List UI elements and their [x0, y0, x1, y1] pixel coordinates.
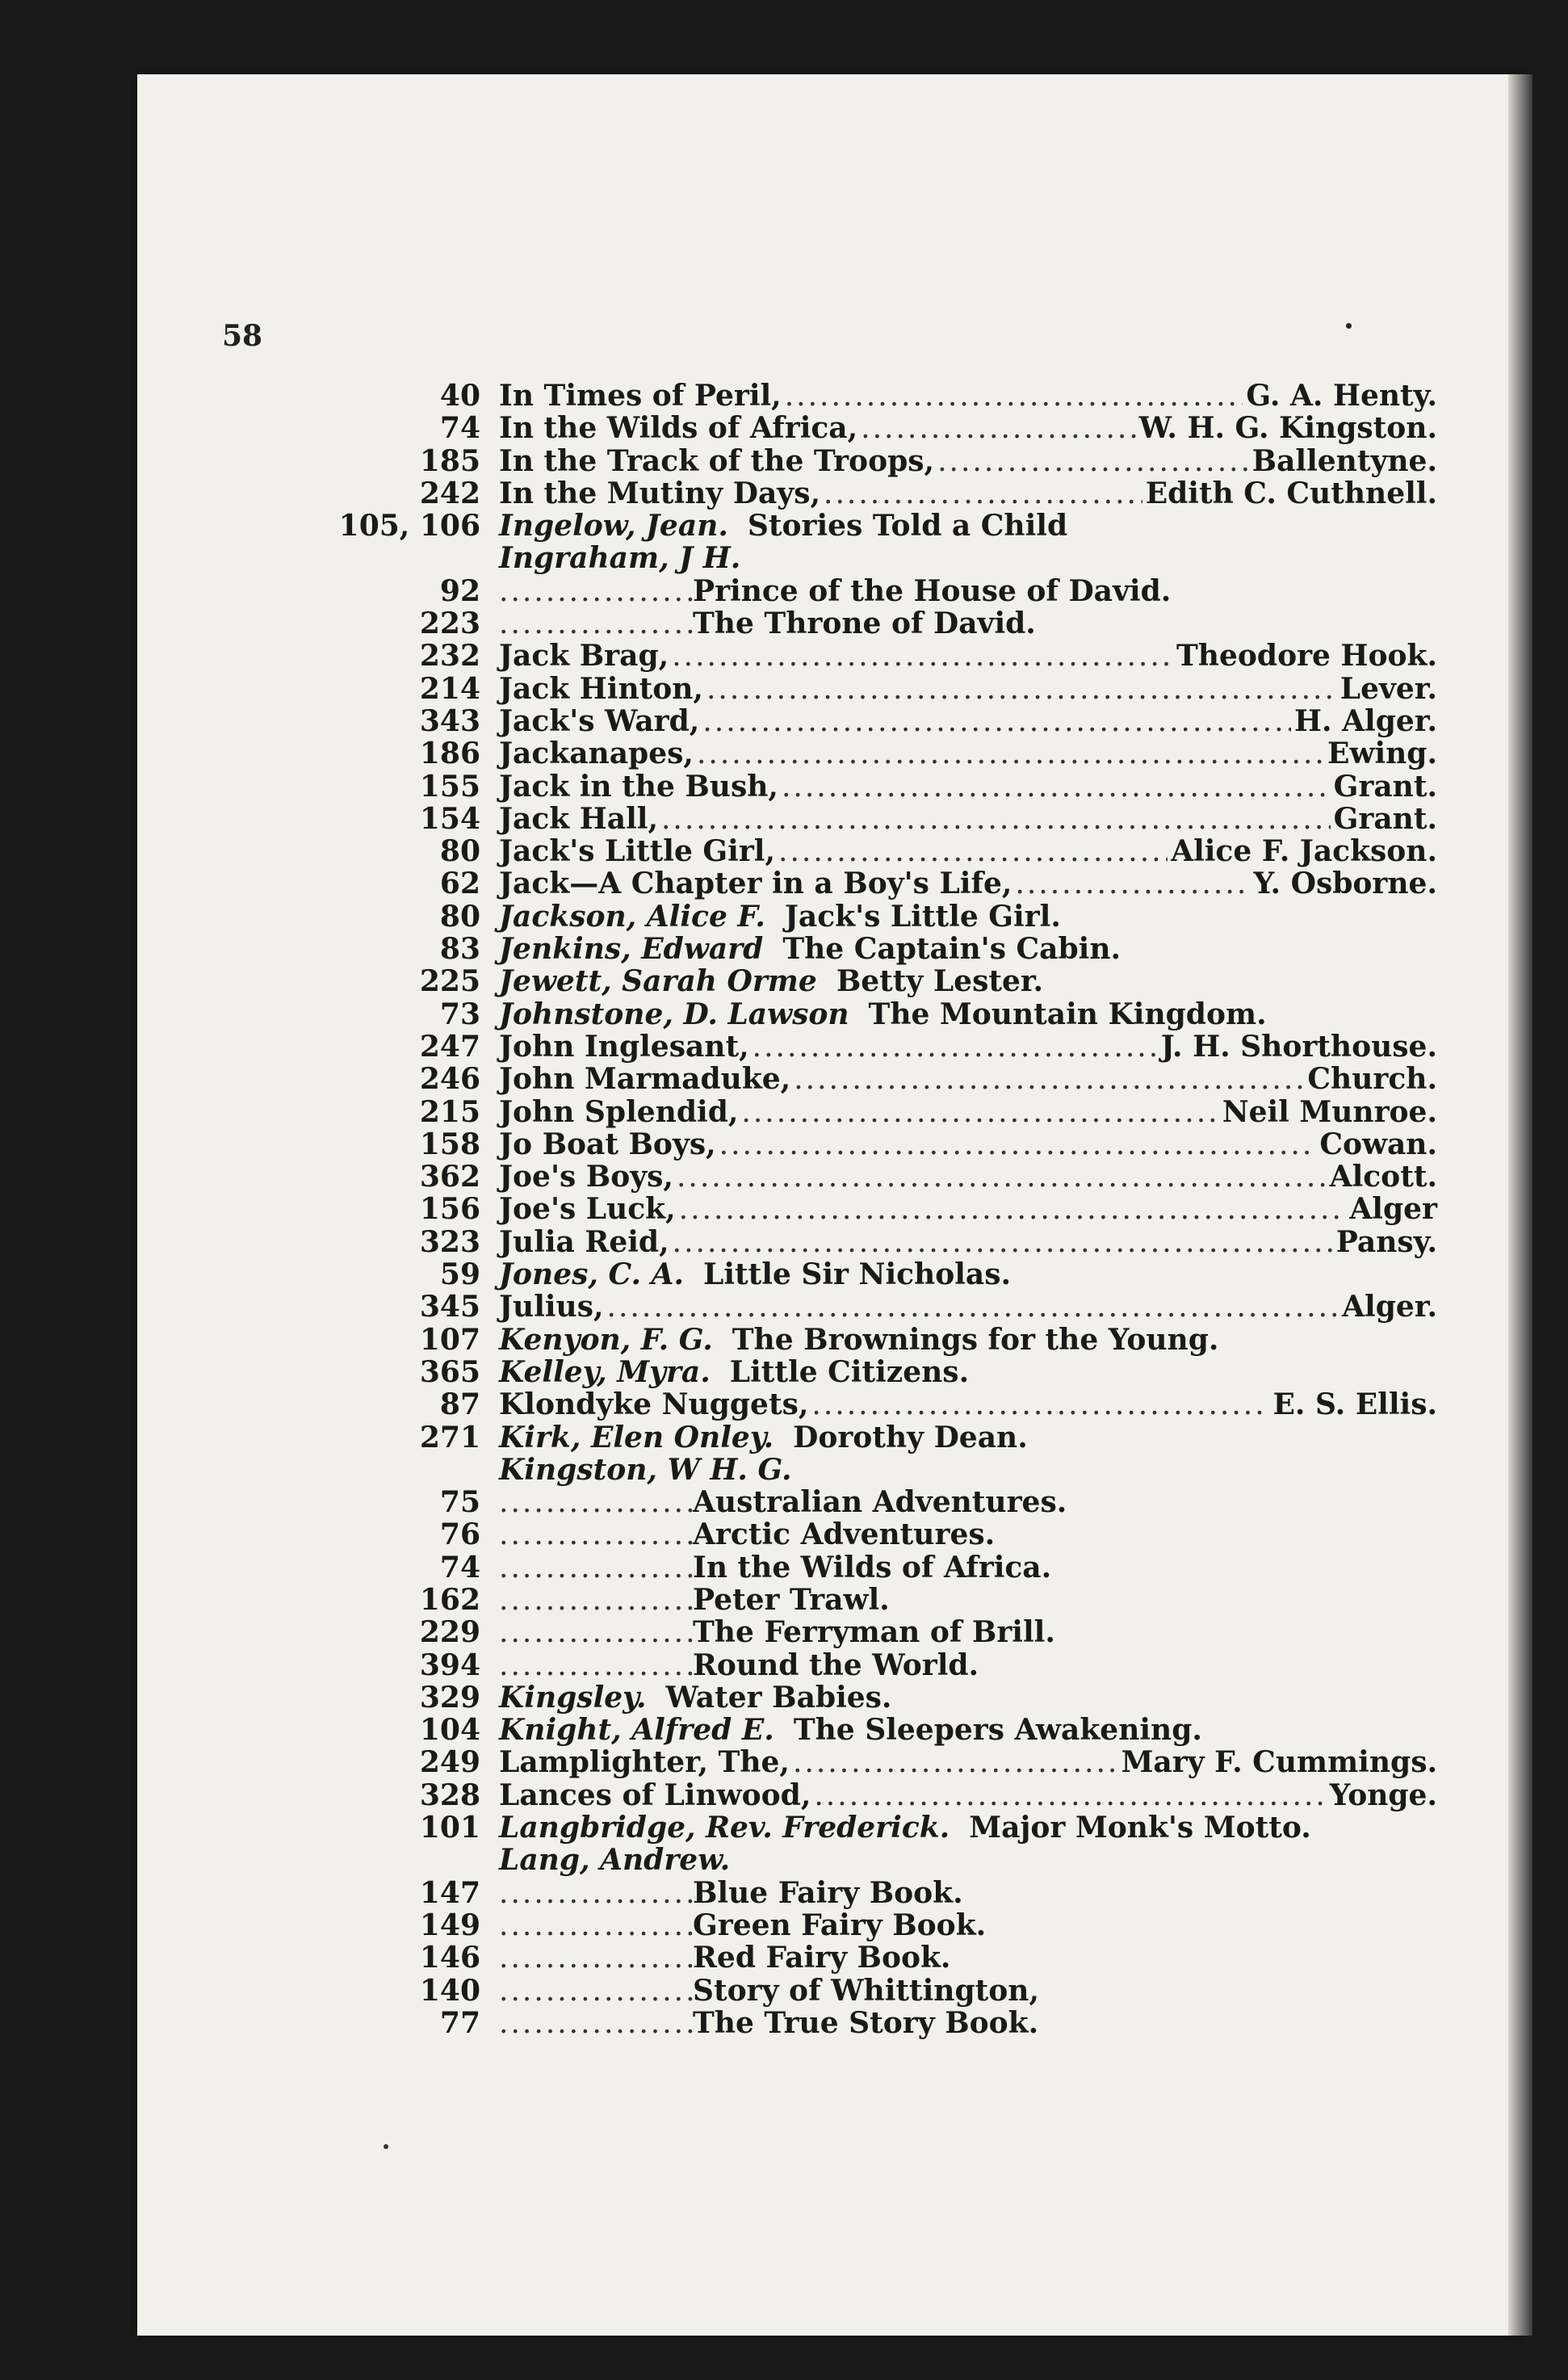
book-author: Theodore Hook.: [1176, 639, 1437, 674]
catalog-entry: [0, 1584, 1568, 1616]
dot-leader: [677, 1161, 1327, 1194]
author-name: Ingelow, Jean.: [499, 509, 728, 544]
author-name: Jones, C. A.: [499, 1257, 685, 1292]
catalog-entry: [0, 1226, 1568, 1258]
book-title: Stories Told a Child: [747, 509, 1068, 544]
dot-leader: [719, 1129, 1317, 1161]
book-title: Julius,: [499, 1290, 604, 1324]
indented-title-line: [499, 2007, 1038, 2040]
catalog-entry: [0, 1388, 1568, 1421]
catalog-entry: [0, 1356, 1568, 1388]
book-title: The Sleepers Awakening.: [793, 1713, 1202, 1748]
catalog-entry: [0, 835, 1568, 867]
catalog-entry: [0, 1486, 1568, 1518]
author-heading-line: [499, 1844, 730, 1876]
catalog-entry: [0, 1551, 1568, 1584]
entry-number: 225: [419, 964, 480, 999]
book-title: In the Track of the Troops,: [499, 443, 935, 478]
title-author-line: [499, 640, 1437, 673]
book-author: H. Alger.: [1294, 703, 1437, 738]
entry-number: 76: [439, 1517, 480, 1552]
catalog-entry: [0, 445, 1568, 477]
catalog-entry: [0, 477, 1568, 510]
dot-leader: [499, 1878, 693, 1910]
dot-leader: [499, 1519, 693, 1551]
catalog-entry: [0, 1649, 1568, 1681]
book-title: Red Fairy Book.: [693, 1941, 951, 1975]
entry-number: 75: [439, 1485, 480, 1520]
catalog-entry: [0, 1128, 1568, 1161]
entry-number: 158: [419, 1127, 480, 1161]
title-author-line: [499, 737, 1437, 770]
indented-title-line: [499, 1941, 950, 1975]
catalog-entry: [0, 1714, 1568, 1746]
entry-number: 146: [419, 1941, 480, 1975]
indented-title-line: [499, 1584, 890, 1617]
indented-title-line: [499, 575, 1171, 608]
book-title: In the Wilds of Africa.: [693, 1550, 1052, 1585]
dot-leader: [706, 674, 1337, 706]
dot-leader: [824, 478, 1142, 510]
dot-leader: [661, 804, 1331, 836]
catalog-entry: [0, 1063, 1568, 1095]
indented-title-line: [499, 1909, 986, 1942]
author-name: Kirk, Elen Onley.: [499, 1420, 774, 1454]
indented-title-line: [499, 607, 1036, 640]
title-author-line: [499, 1063, 1437, 1096]
book-title: Little Citizens.: [729, 1354, 970, 1389]
title-author-line: [499, 867, 1437, 900]
catalog-entry: [0, 1454, 1568, 1486]
indented-title-line: [499, 1649, 979, 1682]
dot-leader: [499, 1942, 693, 1975]
catalog-entry: [0, 380, 1568, 412]
book-title: Story of Whittington,: [693, 1973, 1039, 2008]
entry-number: 74: [439, 1550, 480, 1585]
author-name: Jenkins, Edward: [499, 932, 764, 967]
entry-number: 343: [419, 703, 480, 738]
dot-leader: [499, 608, 693, 640]
catalog-entry: [0, 2007, 1568, 2039]
entry-number: 246: [419, 1062, 480, 1097]
author-name: Jewett, Sarah Orme: [499, 964, 817, 999]
dot-leader: [811, 1389, 1269, 1421]
dot-leader: [1015, 868, 1250, 900]
catalog-entry: [0, 1161, 1568, 1193]
book-title: Jack—A Chapter in a Boy's Life,: [499, 867, 1012, 901]
entry-number: 74: [439, 411, 480, 446]
title-author-line: [499, 1161, 1437, 1194]
catalog-entry: [0, 1877, 1568, 1909]
book-author: J. H. Shorthouse.: [1160, 1029, 1437, 1064]
book-title: Jack Hall,: [499, 801, 658, 836]
catalog-entry: [0, 705, 1568, 737]
entry-number: 232: [419, 639, 480, 674]
book-title: Jack in the Bush,: [499, 769, 778, 804]
entry-number: 271: [419, 1420, 480, 1454]
book-author: W. H. G. Kingston.: [1138, 411, 1437, 446]
dot-leader: [499, 2008, 693, 2040]
catalog-entry: [0, 900, 1568, 933]
ink-dot: [1346, 323, 1352, 329]
dot-leader: [814, 1780, 1326, 1812]
book-author: Cowan.: [1319, 1127, 1437, 1161]
entry-number: 147: [419, 1875, 480, 1910]
author-heading-line: [499, 542, 740, 574]
author-name: Knight, Alfred E.: [499, 1713, 774, 1748]
title-author-line: [499, 445, 1437, 478]
entry-number: 101: [419, 1811, 480, 1845]
dot-leader: [673, 1227, 1333, 1259]
catalog-entry: [0, 1421, 1568, 1454]
entry-number: 247: [419, 1029, 480, 1064]
book-title: John Splendid,: [499, 1094, 739, 1129]
author-heading-line: [499, 1681, 891, 1714]
book-title: Round the World.: [693, 1648, 979, 1682]
title-author-line: [499, 1096, 1437, 1129]
entry-number: 73: [439, 997, 480, 1031]
entry-number: 105, 106: [338, 509, 480, 544]
title-author-line: [499, 1226, 1437, 1259]
book-title: Julia Reid,: [499, 1224, 669, 1259]
entry-number: 140: [419, 1973, 480, 2008]
book-author: Lever.: [1340, 671, 1437, 706]
book-title: Blue Fairy Book.: [693, 1875, 963, 1910]
author-name: Johnstone, D. Lawson: [499, 997, 849, 1031]
book-title: The Brownings for the Young.: [732, 1322, 1219, 1357]
author-name: Lang, Andrew.: [499, 1843, 731, 1878]
book-author: Alger: [1349, 1192, 1437, 1227]
dot-leader: [861, 413, 1135, 445]
catalog-entry: [0, 1518, 1568, 1551]
dot-leader: [697, 738, 1324, 770]
catalog-entry: [0, 1616, 1568, 1648]
entry-number: 328: [419, 1778, 480, 1812]
catalog-entry: [0, 1909, 1568, 1941]
dot-leader: [499, 1975, 693, 2008]
title-author-line: [499, 412, 1437, 445]
catalog-entry: [0, 607, 1568, 640]
dot-leader: [785, 380, 1243, 413]
book-title: Jackanapes,: [499, 737, 694, 771]
author-name: Kingston, W H. G.: [499, 1452, 792, 1487]
dot-leader: [937, 446, 1249, 478]
book-title: Water Babies.: [665, 1680, 892, 1715]
title-author-line: [499, 1128, 1437, 1161]
author-name: Jackson, Alice F.: [499, 899, 765, 934]
book-title: Jack's Little Girl.: [784, 899, 1061, 934]
entry-number: 365: [419, 1354, 480, 1389]
book-title: Green Fairy Book.: [693, 1908, 987, 1942]
title-author-line: [499, 477, 1437, 510]
author-heading-line: [499, 1454, 792, 1486]
author-heading-line: [499, 1324, 1218, 1356]
entry-number: 59: [439, 1257, 480, 1292]
author-heading-line: [499, 1714, 1202, 1746]
author-heading-line: [499, 933, 1121, 965]
catalog-entry: [0, 1975, 1568, 2007]
entry-number: 149: [419, 1908, 480, 1942]
book-title: Arctic Adventures.: [693, 1517, 996, 1552]
title-author-line: [499, 770, 1437, 804]
catalog-entry: [0, 412, 1568, 444]
book-author: Alger.: [1342, 1290, 1437, 1324]
book-title: Dorothy Dean.: [793, 1420, 1028, 1454]
entry-number: 214: [419, 671, 480, 706]
dot-leader: [778, 836, 1168, 868]
book-title: John Inglesant,: [499, 1029, 749, 1064]
entry-number: 154: [419, 801, 480, 836]
entry-number: 215: [419, 1094, 480, 1129]
book-title: Joe's Boys,: [499, 1160, 673, 1194]
catalog-entry: [0, 1291, 1568, 1323]
book-title: The Mountain Kingdom.: [868, 997, 1267, 1031]
book-author: Neil Munroe.: [1222, 1094, 1437, 1129]
catalog-entry: [0, 673, 1568, 705]
dot-leader: [741, 1097, 1218, 1129]
catalog-entry: [0, 867, 1568, 900]
catalog-entry: [0, 1779, 1568, 1811]
author-heading-line: [499, 1811, 1311, 1844]
entry-number: 186: [419, 737, 480, 771]
entry-number: 107: [419, 1322, 480, 1357]
author-heading-line: [499, 965, 1043, 997]
book-author: Alcott.: [1329, 1160, 1437, 1194]
book-title: Little Sir Nicholas.: [703, 1257, 1012, 1292]
catalog-entry: [0, 998, 1568, 1030]
entry-number: 104: [419, 1713, 480, 1748]
entry-number: 87: [439, 1387, 480, 1422]
book-title: Australian Adventures.: [693, 1485, 1067, 1520]
entry-number: 329: [419, 1680, 480, 1715]
dot-leader: [499, 1585, 693, 1617]
author-heading-line: [499, 1258, 1011, 1291]
book-title: Jack Brag,: [499, 639, 669, 674]
dot-leader: [499, 1487, 693, 1519]
dot-leader: [499, 1617, 693, 1649]
title-author-line: [499, 835, 1437, 868]
book-title: The Ferryman of Brill.: [693, 1615, 1055, 1650]
entry-number: 362: [419, 1160, 480, 1194]
book-title: Prince of the House of David.: [693, 573, 1172, 608]
author-heading-line: [499, 1356, 969, 1388]
book-title: Jack's Little Girl,: [499, 834, 775, 869]
author-name: Ingraham, J H.: [499, 541, 741, 576]
book-author: Ewing.: [1327, 737, 1437, 771]
entry-number: 80: [439, 899, 480, 934]
book-title: John Marmaduke,: [499, 1062, 791, 1097]
catalog-entry: [0, 640, 1568, 672]
book-title: The Captain's Cabin.: [782, 932, 1121, 967]
entry-number: 83: [439, 932, 480, 967]
entry-number: 345: [419, 1290, 480, 1324]
book-title: Klondyke Nuggets,: [499, 1387, 809, 1422]
entry-number: 242: [419, 476, 480, 510]
book-author: Yonge.: [1329, 1778, 1437, 1812]
book-title: Lances of Linwood,: [499, 1778, 811, 1812]
title-author-line: [499, 705, 1437, 738]
title-author-line: [499, 803, 1437, 836]
catalog-entry: [0, 965, 1568, 997]
book-title: In Times of Peril,: [499, 379, 782, 413]
catalog-entry: [0, 933, 1568, 965]
entry-number: 394: [419, 1648, 480, 1682]
book-author: Grant.: [1333, 769, 1437, 804]
book-author: Alice F. Jackson.: [1171, 834, 1437, 869]
catalog-entry: [0, 1844, 1568, 1876]
indented-title-line: [499, 1518, 995, 1551]
dot-leader: [607, 1291, 1340, 1324]
author-name: Kenyon, F. G.: [499, 1322, 713, 1357]
title-author-line: [499, 1746, 1437, 1779]
catalog-entry: [0, 542, 1568, 574]
dot-leader: [753, 1031, 1158, 1064]
dot-leader: [702, 706, 1291, 738]
indented-title-line: [499, 1551, 1051, 1585]
title-author-line: [499, 1193, 1437, 1226]
book-author: Y. Osborne.: [1253, 867, 1437, 901]
indented-title-line: [499, 1486, 1067, 1519]
page-number: 58: [222, 319, 263, 353]
title-author-line: [499, 380, 1437, 413]
book-title: The True Story Book.: [693, 2005, 1039, 2040]
catalog-entry: [0, 1030, 1568, 1063]
entry-number: 249: [419, 1745, 480, 1780]
author-heading-line: [499, 510, 1067, 542]
title-author-line: [499, 1779, 1437, 1812]
catalog-entry: [0, 737, 1568, 770]
catalog-entry: [0, 1941, 1568, 1974]
catalog-entry: [0, 1193, 1568, 1225]
book-title: Peter Trawl.: [693, 1582, 890, 1617]
dot-leader: [499, 1650, 693, 1682]
entry-number: 162: [419, 1582, 480, 1617]
book-title: In the Wilds of Africa,: [499, 411, 858, 446]
margin-dot: [384, 2144, 388, 2149]
dot-leader: [499, 1910, 693, 1942]
indented-title-line: [499, 1877, 963, 1910]
catalog-entry: [0, 803, 1568, 835]
entry-number: 156: [419, 1192, 480, 1227]
book-author: Church.: [1307, 1062, 1437, 1097]
catalog-entry: [0, 1746, 1568, 1778]
book-author: Grant.: [1333, 801, 1437, 836]
entry-number: 185: [419, 443, 480, 478]
book-title: The Throne of David.: [693, 607, 1036, 641]
entry-number: 229: [419, 1615, 480, 1650]
author-heading-line: [499, 998, 1267, 1030]
entry-number: 155: [419, 769, 480, 804]
dot-leader: [499, 576, 693, 608]
entry-number: 92: [439, 573, 480, 608]
dot-leader: [672, 640, 1173, 673]
book-author: E. S. Ellis.: [1272, 1387, 1437, 1422]
author-heading-line: [499, 1421, 1028, 1454]
book-author: Pansy.: [1335, 1224, 1437, 1259]
indented-title-line: [499, 1616, 1055, 1649]
book-author: Mary F. Cummings.: [1121, 1745, 1437, 1780]
entry-number: 323: [419, 1224, 480, 1259]
dot-leader: [679, 1194, 1347, 1226]
dot-leader: [499, 1552, 693, 1585]
book-title: Betty Lester.: [836, 964, 1044, 999]
title-author-line: [499, 1291, 1437, 1324]
entry-number: 80: [439, 834, 480, 869]
book-title: In the Mutiny Days,: [499, 476, 821, 510]
dot-leader: [793, 1747, 1118, 1779]
author-name: Langbridge, Rev. Frederick.: [499, 1811, 950, 1845]
entry-number: 223: [419, 607, 480, 641]
entry-number: 62: [439, 867, 480, 901]
dot-leader: [794, 1064, 1304, 1096]
book-title: Jo Boat Boys,: [499, 1127, 716, 1161]
catalog-entry: [0, 1811, 1568, 1844]
catalog-entry: [0, 575, 1568, 607]
catalog-entry: [0, 770, 1568, 803]
catalog-entry: [0, 1258, 1568, 1291]
dot-leader: [782, 771, 1331, 804]
catalog-entry: [0, 510, 1568, 542]
entry-number: 77: [439, 2005, 480, 2040]
book-author: G. A. Henty.: [1246, 379, 1437, 413]
entry-number: 40: [439, 379, 480, 413]
book-author: Edith C. Cuthnell.: [1145, 476, 1437, 510]
book-title: Jack's Ward,: [499, 703, 700, 738]
author-name: Kingsley.: [499, 1680, 647, 1715]
title-author-line: [499, 1030, 1437, 1064]
indented-title-line: [499, 1975, 1039, 2008]
author-heading-line: [499, 900, 1061, 933]
book-title: Jack Hinton,: [499, 671, 703, 706]
catalog-entries: [0, 380, 1568, 2039]
title-author-line: [499, 1388, 1437, 1421]
catalog-entry: [0, 1681, 1568, 1714]
book-title: Joe's Luck,: [499, 1192, 676, 1227]
author-name: Kelley, Myra.: [499, 1354, 711, 1389]
book-author: Ballentyne.: [1251, 443, 1437, 478]
catalog-entry: [0, 1096, 1568, 1128]
title-author-line: [499, 673, 1437, 706]
book-title: Lamplighter, The,: [499, 1745, 790, 1780]
book-title: Major Monk's Motto.: [969, 1811, 1311, 1845]
catalog-entry: [0, 1324, 1568, 1356]
